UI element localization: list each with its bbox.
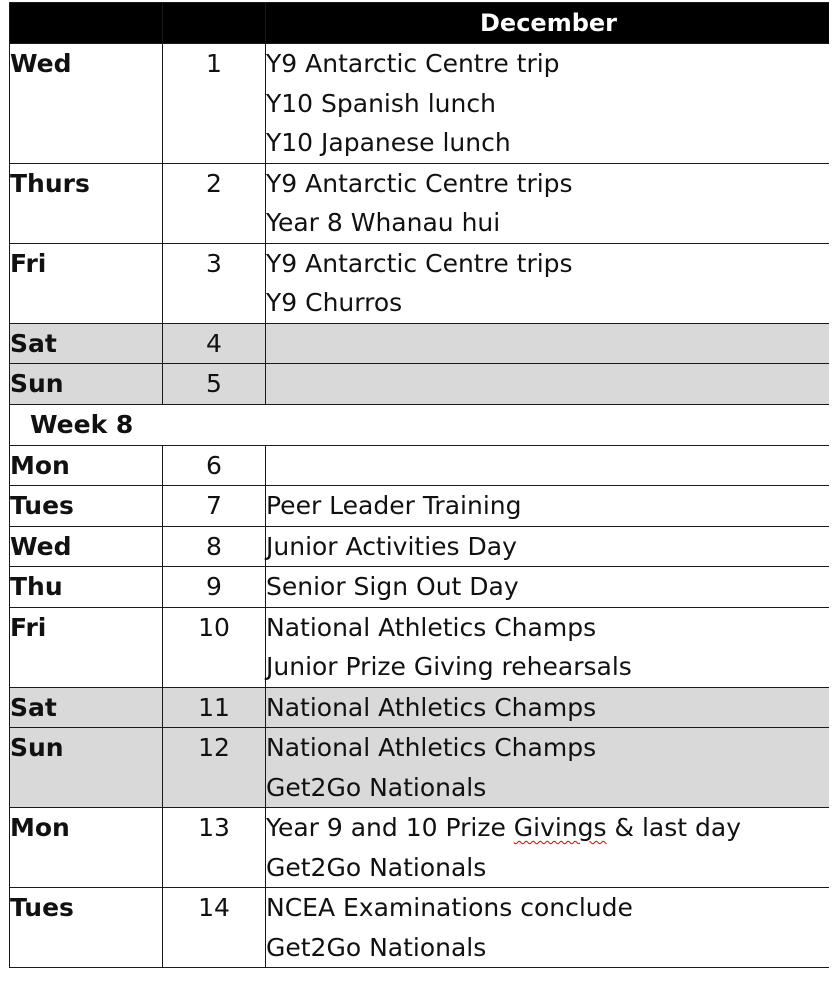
event-item: Get2Go Nationals (266, 772, 487, 802)
event-item: NCEA Examinations conclude (266, 893, 633, 922)
event-cell (266, 808, 830, 888)
event-item: Y9 Antarctic Centre trips (266, 168, 573, 198)
calendar-row (10, 486, 830, 527)
event-cell (266, 728, 830, 808)
day-name: Sun (10, 369, 64, 398)
day-name: Wed (10, 531, 72, 561)
event-item: National Athletics Champs (266, 612, 597, 642)
event-item: National Athletics Champs (266, 692, 597, 722)
event-item: Get2Go Nationals (266, 852, 487, 882)
event-item: Year 8 Whanau hui (266, 208, 501, 237)
calendar-frame (9, 2, 829, 984)
day-name: Mon (10, 450, 70, 480)
event-item: Peer Leader Training (266, 491, 522, 520)
header-blank-day (10, 3, 163, 44)
event-item: Junior Prize Giving rehearsals (266, 652, 632, 681)
event-cell (266, 888, 830, 968)
event-cell (266, 44, 830, 164)
event-cell (266, 163, 830, 243)
date-number: 13 (198, 813, 230, 842)
date-number: 3 (206, 248, 222, 278)
event-cell (266, 323, 830, 364)
calendar-row (10, 526, 830, 567)
day-name: Wed (10, 49, 72, 78)
day-name: Tues (10, 893, 74, 922)
calendar-row (10, 163, 830, 243)
event-cell (266, 486, 830, 527)
calendar-row-weekend (10, 687, 830, 728)
calendar-row (10, 243, 830, 323)
event-cell (266, 364, 830, 405)
calendar-row (10, 888, 830, 968)
date-number: 12 (198, 733, 230, 762)
event-empty (266, 324, 829, 364)
spellcheck-flagged-word: Givings (513, 813, 607, 842)
event-item: Y10 Japanese lunch (266, 128, 511, 157)
month-header-row (10, 3, 830, 44)
event-item: Senior Sign Out Day (266, 572, 519, 601)
event-cell (266, 445, 830, 486)
event-item: Y10 Spanish lunch (266, 88, 496, 118)
day-name: Tues (10, 491, 74, 520)
event-cell (266, 526, 830, 567)
event-cell (266, 243, 830, 323)
date-number: 7 (206, 491, 222, 520)
event-item: Get2Go Nationals (266, 932, 487, 962)
date-number: 5 (206, 369, 222, 398)
event-item: National Athletics Champs (266, 733, 597, 762)
event-item: Y9 Churros (266, 288, 403, 317)
event-item: Junior Activities Day (266, 531, 517, 561)
day-name: Fri (10, 612, 47, 642)
date-number: 10 (198, 612, 230, 642)
date-number: 4 (206, 328, 222, 358)
date-number: 1 (206, 49, 222, 78)
event-item: Y9 Antarctic Centre trips (266, 248, 573, 278)
event-cell (266, 687, 830, 728)
calendar-row-weekend (10, 728, 830, 808)
month-title: December (266, 3, 830, 44)
day-name: Fri (10, 248, 47, 278)
event-cell (266, 567, 830, 608)
day-name: Thurs (10, 168, 90, 198)
date-number: 2 (206, 168, 222, 198)
event-item-with-spellcheck: Year 9 and 10 Prize Givings & last day (266, 813, 742, 842)
calendar-body (10, 44, 830, 968)
date-number: 6 (206, 450, 222, 480)
calendar-row-weekend (10, 323, 830, 364)
calendar-row (10, 445, 830, 486)
date-number: 8 (206, 531, 222, 561)
calendar-row (10, 607, 830, 687)
header-blank-num (163, 3, 266, 44)
day-name: Thu (10, 572, 63, 601)
date-number: 14 (198, 893, 230, 922)
event-empty (266, 446, 829, 486)
week-label: Week 8 (10, 404, 830, 445)
day-name: Mon (10, 813, 70, 842)
events-calendar-table (9, 2, 829, 968)
calendar-row (10, 44, 830, 164)
day-name: Sat (10, 692, 57, 722)
week-label-row (10, 404, 830, 445)
calendar-row (10, 567, 830, 608)
calendar-row-weekend (10, 364, 830, 405)
day-name: Sun (10, 733, 64, 762)
calendar-row (10, 808, 830, 888)
date-number: 9 (206, 572, 222, 601)
event-item: Y9 Antarctic Centre trip (266, 49, 560, 78)
date-number: 11 (198, 692, 230, 722)
day-name: Sat (10, 328, 57, 358)
event-empty (266, 364, 829, 404)
event-cell (266, 607, 830, 687)
